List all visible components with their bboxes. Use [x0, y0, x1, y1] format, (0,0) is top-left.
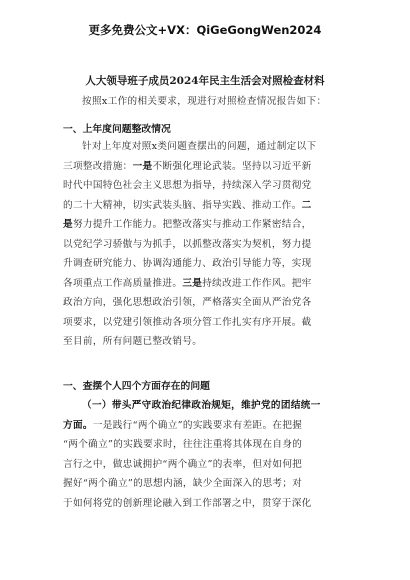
- sub-heading-line: （一）带头严守政治纪律政治规矩，维护党的团结统一: [82, 400, 321, 411]
- section-1-paragraph: [63, 137, 353, 352]
- body-text: 努力提升工作能力。把整改落实与推动工作紧密结合，: [72, 219, 312, 230]
- sub-heading-end: 方面。: [63, 419, 93, 431]
- intro-text: 按照x工作的相关要求，现进行对照检查情况报告如下：: [82, 96, 327, 107]
- body-text: 时代中国特色社会主义思想为指导，持续深入学习贯彻党: [63, 180, 312, 191]
- body-line: [63, 137, 353, 157]
- promo-banner: 更多免费公文+VX：QiGeGongWen2024: [88, 23, 322, 37]
- body-text: 持续改进工作作风。把牢: [202, 277, 312, 289]
- body-line: 于如何将党的创新理论融入到工作部署之中，贯穿于深化: [63, 497, 312, 509]
- body-text: 以党纪学习骄傲与为抓手，以抓整改落实为契机，努力提: [63, 238, 312, 250]
- body-line: [63, 254, 353, 274]
- body-text: 各项重点工作高质量推进。: [63, 277, 183, 289]
- section-heading-2: 一、查摆个人四个方面存在的问题: [63, 381, 210, 392]
- document-title: 人大领导班子成员2024年民主生活会对照检查材料: [85, 75, 325, 87]
- bold-marker: 是: [63, 219, 73, 230]
- bold-marker: 一是: [132, 160, 153, 172]
- section-heading-1: 一、上年度问题整改情况: [63, 124, 171, 135]
- body-text: 升调查研究能力、协调沟通能力、政治引导能力等，实现: [63, 258, 312, 269]
- body-text: 三项整改措施：: [63, 160, 133, 172]
- sub-heading-rest: 一是践行“两个确立”的实践要求有差距。在把握: [92, 419, 303, 431]
- body-line: [63, 313, 353, 333]
- body-line: [63, 215, 353, 235]
- body-line: [63, 235, 353, 255]
- body-text: 项要求，以党建引领推动各项分管工作扎实有序开展。截: [63, 316, 312, 328]
- body-text: 的二十大精神，切实武装头脑、指导实践、推动工作。: [63, 199, 302, 211]
- body-text: 至目前，所有问题已整改销号。: [63, 336, 203, 347]
- section-2-paragraph: [63, 396, 353, 513]
- body-line: 言行之中，做忠诚拥护“两个确立”的表率，但对如何把: [63, 458, 303, 470]
- body-line: “两个确立”的实践要求时，往往注重将其体现在自身的: [63, 439, 303, 450]
- body-line: 握好“两个确立”的思想内涵，缺少全面深入的思考；对: [63, 478, 303, 489]
- sub-heading-continuation: [63, 416, 353, 436]
- body-line: [63, 196, 353, 216]
- body-line: [63, 157, 353, 177]
- body-line: [63, 293, 353, 313]
- body-line: [63, 176, 353, 196]
- body-line: [63, 274, 353, 294]
- body-line: [63, 332, 353, 352]
- bold-marker: 二: [301, 199, 312, 211]
- body-text: 政治方向，强化思想政治引领，严格落实全面从严治党各: [63, 297, 312, 308]
- body-text: 针对上年度对照x类问题查摆出的问题，通过制定以下: [82, 141, 317, 152]
- intro-paragraph: [63, 92, 353, 112]
- body-text: 不断强化理论武装。坚持以习近平新: [152, 160, 312, 172]
- bold-marker: 三是: [182, 277, 203, 289]
